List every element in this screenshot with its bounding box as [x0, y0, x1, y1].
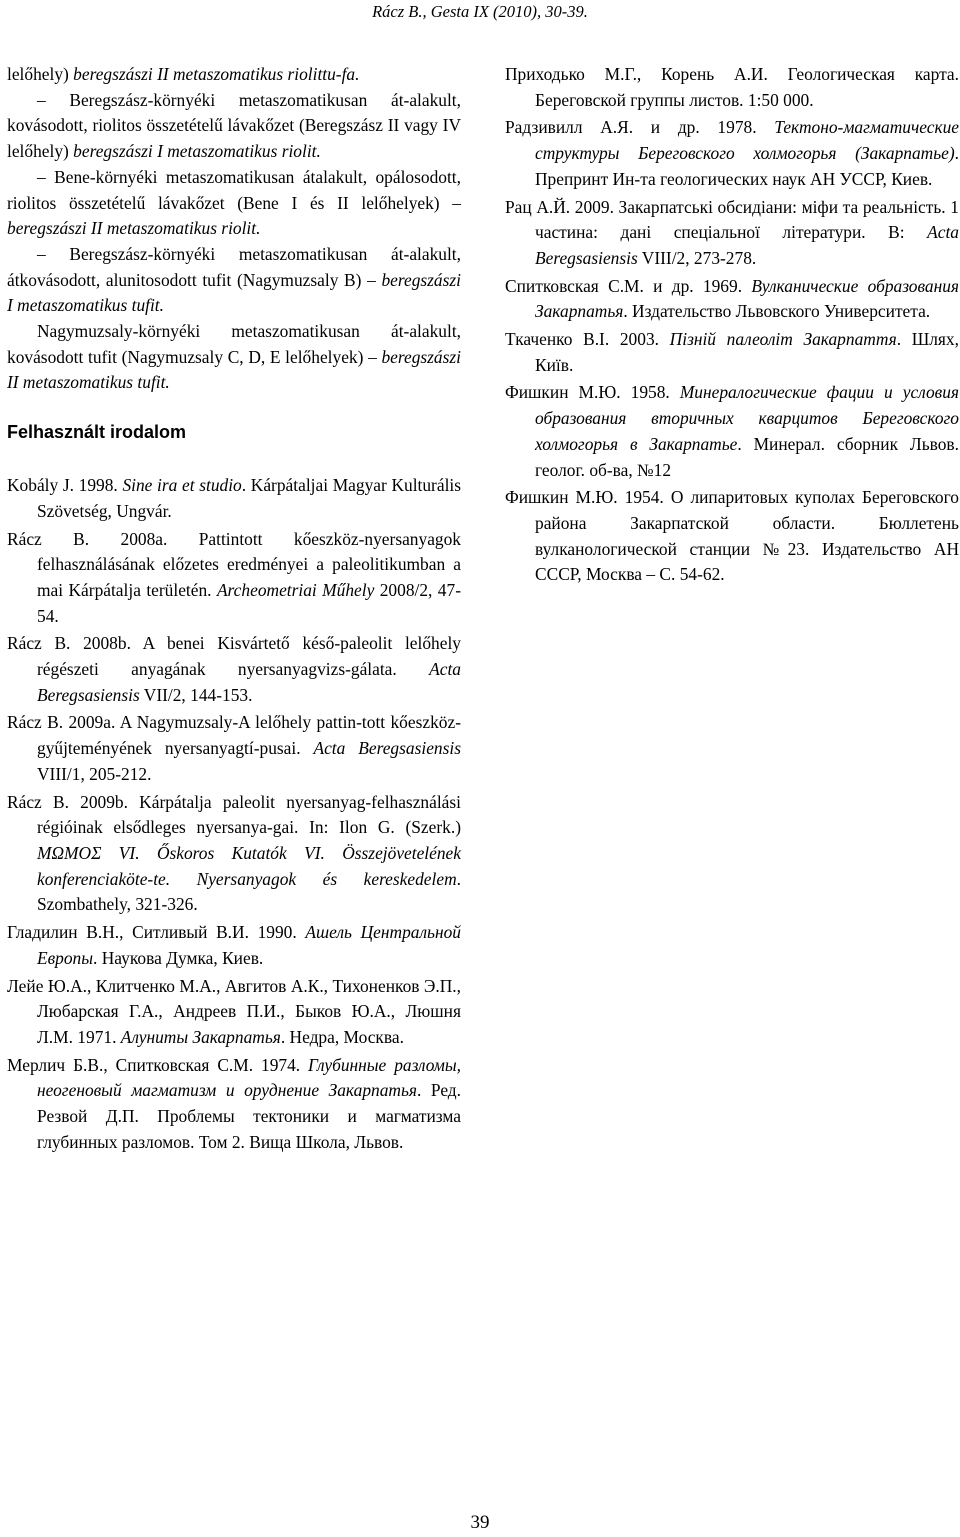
reference-entry: Фишкин М.Ю. 1954. О липаритовых куполах Береговского района Закарпатской области. Бюллетень вулканологической станции №23. Издательство АН СССР, Москва – С. 54-62.: [505, 487, 959, 585]
reference-entry: Спитковская С.М. и др. 1969. Вулканические образования Закарпатья. Издательство Львовского Университета.: [505, 275, 960, 322]
body-paragraph: – Beregszász-környéki metaszomatikusan át-alakult, kovásodott, riolitos összetételű lávakőzet (Beregszász II vagy IV lelőhely) beregszászi I metaszomatikus riolit.: [7, 89, 461, 162]
reference-entry: Мерлич Б.В., Спитковская С.М. 1974. Глубинные разломы, неогеновый магматизм и оруднение Закарпатья. Ред. Резвой Д.П. Проблемы тектоники и магматизма глубинных разломов. Том 2. Вища Школа, Львов.: [7, 1054, 462, 1152]
reference-entry: Фишкин М.Ю. 1958. Минералогические фации и условия образования вторичных кварцитов Береговского холмогорья в Закарпатье. Минерал. сборник Львов. геолог. об-ва, №12: [505, 382, 959, 480]
reference-entry: Ткаченко В.І. 2003. Пізній палеоліт Закарпаття. Шлях, Київ.: [505, 329, 959, 375]
reference-entry: Rácz B. 2009a. A Nagymuzsaly-A lelőhely pattin-tott kőeszköz-gyűjteményének nyersanyagtí-pusai. Acta Beregsasiensis VIII/1, 205-212.: [7, 712, 461, 784]
reference-entry: Рац А.Й. 2009. Закарпатські обсидіани: міфи та реальність. 1 частина: дані спеціальної літератури. В: Acta Beregsasiensis VIII/2, 273-278.: [505, 196, 959, 268]
reference-entry: Rácz B. 2009b. Kárpátalja paleolit nyersanyag-felhasználási régióinak elsődleges nyersanya-gai. In: Ilon G. (Szerk.) ΜΩΜΟΣ VI. Őskoros Kutatók VI. Összejövetelének konferenciaköte-te. Nyersanyagok és kereskedelem. Szombathely, 321-326.: [7, 791, 461, 915]
reference-entry: Приходько М.Г., Корень А.И. Геологическая карта. Береговской группы листов. 1:50 000.: [505, 64, 959, 110]
reference-entry: Радзивилл А.Я. и др. 1978. Тектоно-магматические структуры Береговского холмогорья (Закарпатье). Препринт Ин-та геологических наук АН УССР, Киев.: [505, 117, 959, 189]
body-paragraph: – Bene-környéki metaszomatikusan átalakult, opálosodott, riolitos összetételű lávakőzet (Bene I és II lelőhelyek) – beregszászi II metaszomatikus riolit.: [7, 166, 461, 239]
reference-entry: Rácz B. 2008b. A benei Kisvártető késő-paleolit lelőhely régészeti anyagának nyersanyagvizs-gálata. Acta Beregsasiensis VII/2, 144-153.: [7, 633, 461, 705]
page-number: 39: [470, 1512, 490, 1533]
reference-entry: Kobály J. 1998. Sine ira et studio. Kárpátaljai Magyar Kulturális Szövetség, Ungvár.: [7, 475, 461, 521]
body-paragraph: lelőhely) beregszászi II metaszomatikus riolittu-fa.: [7, 64, 360, 84]
body-paragraph: Nagymuzsaly-környéki metaszomatikusan át-alakult, kovásodott tufit (Nagymuzsaly C, D, E lelőhelyek) – beregszászi II metaszomatikus tufit.: [7, 321, 461, 393]
references-heading: Felhasznált irodalom: [7, 422, 187, 443]
body-paragraph: – Beregszász-környéki metaszomatikusan át-alakult, átkovásodott, alunitosodott tufit (Nagymuzsaly B) – beregszászi I metaszomatikus tufit.: [7, 243, 461, 316]
right-column: [505, 62, 959, 590]
reference-entry: Гладилин В.Н., Ситливый В.И. 1990. Ашель Центральной Европы. Наукова Думка, Киев.: [7, 922, 461, 968]
reference-entry: Rácz B. 2008a. Pattintott kőeszköz-nyersanyagok felhasználásának előzetes eredményei a paleolitikumban a mai Kárpátalja területén. Archeometriai Műhely 2008/2, 47-54.: [7, 528, 461, 626]
left-column: [7, 62, 461, 1157]
running-head: Rácz B., Gesta IX (2010), 30-39.: [372, 2, 588, 21]
reference-entry: Лейе Ю.А., Клитченко М.А., Авгитов А.К., Тихоненков Э.П., Любарская Г.А., Андреев П.И., Быков Ю.А., Люшня Л.М. 1971. Алуниты Закарпатья. Недра, Москва.: [7, 975, 461, 1047]
